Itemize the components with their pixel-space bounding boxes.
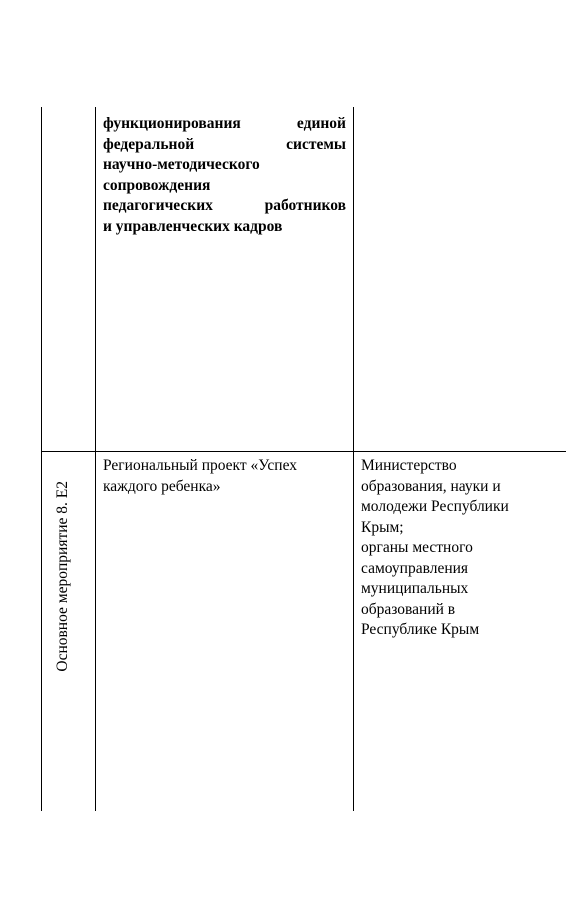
row2-col1-cell [48,457,78,695]
text-line: и управленческих кадров [103,217,283,235]
text-line: педагогических работников [103,197,346,214]
text-line: органы местного [361,539,473,556]
text-line: молодежи Республики [361,498,509,515]
table-column-divider-1 [95,107,96,811]
row2-col3-text [361,456,561,641]
row1-col2-text [103,114,346,237]
text-line: образований в [361,600,456,618]
text-line: функционирования единой [103,115,346,132]
text-line: сопровождения [103,176,211,194]
table-row-divider [41,451,566,452]
text-line: Крым; [361,518,404,536]
row2-col2-text [103,456,348,497]
text-line: муниципальных [361,580,469,597]
text-line: образования, науки и [361,477,501,495]
text-line: Республике Крым [361,621,480,638]
text-line: научно-методического [103,156,260,173]
row2-vertical-label: Основное мероприятие 8. Е2 [54,480,71,672]
text-line: каждого ребенка» [103,477,221,495]
table-left-border [41,107,42,811]
text-line: федеральной системы [103,135,346,153]
table-column-divider-2 [353,107,354,811]
text-line: самоуправления [361,559,469,577]
text-line: Министерство [361,457,457,474]
text-line: Региональный проект «Успех [103,457,297,474]
